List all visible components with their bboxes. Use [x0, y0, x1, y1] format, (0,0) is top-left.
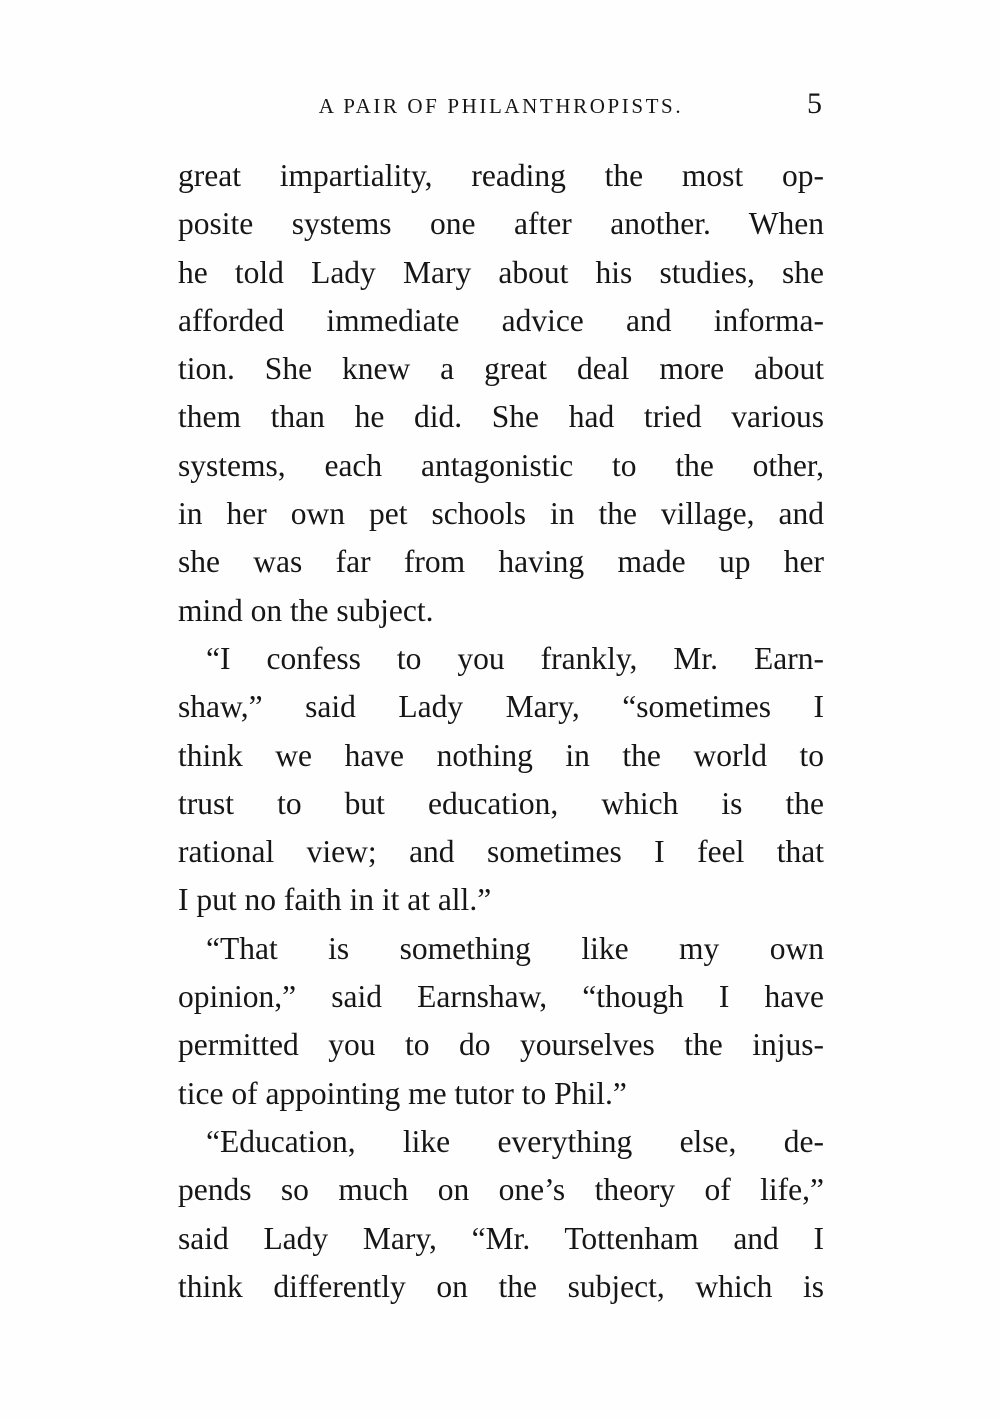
- text-line: permitted you to do yourselves the injus-: [178, 1027, 824, 1063]
- text-line: “That is something like my own: [206, 930, 824, 966]
- text-line: shaw,” said Lady Mary, “sometimes I: [178, 689, 824, 725]
- text-line: opinion,” said Earnshaw, “though I have: [178, 979, 824, 1015]
- text-line: she was far from having made up her: [178, 544, 824, 580]
- text-line: “Education, like everything else, de-: [206, 1123, 824, 1159]
- text-line: systems, each antagonistic to the other,: [178, 447, 824, 483]
- body-text: [178, 152, 824, 1311]
- text-line: posite systems one after another. When: [178, 206, 824, 242]
- text-line: them than he did. She had tried various: [178, 399, 824, 435]
- text-line: he told Lady Mary about his studies, she: [178, 254, 824, 290]
- running-title: A PAIR OF PHILANTHROPISTS.: [318, 94, 684, 118]
- text-line: think we have nothing in the world to: [178, 737, 824, 773]
- text-line: trust to but education, which is the: [178, 785, 824, 821]
- text-line: tice of appointing me tutor to Phil.”: [178, 1075, 627, 1111]
- text-line: mind on the subject.: [178, 592, 434, 628]
- text-line: think differently on the subject, which is: [178, 1268, 824, 1304]
- text-line: in her own pet schools in the village, and: [178, 496, 824, 532]
- page-number: 5: [807, 87, 822, 120]
- text-line: tion. She knew a great deal more about: [178, 351, 824, 387]
- running-head: [178, 86, 824, 126]
- text-line: rational view; and sometimes I feel that: [178, 834, 824, 870]
- text-line: pends so much on one’s theory of life,”: [178, 1172, 824, 1208]
- text-line: “I confess to you frankly, Mr. Earn-: [206, 640, 824, 676]
- text-line: I put no faith in it at all.”: [178, 882, 492, 918]
- text-line: afforded immediate advice and informa-: [178, 302, 824, 338]
- text-line: great impartiality, reading the most op-: [178, 158, 824, 193]
- text-line: said Lady Mary, “Mr. Tottenham and I: [178, 1220, 824, 1256]
